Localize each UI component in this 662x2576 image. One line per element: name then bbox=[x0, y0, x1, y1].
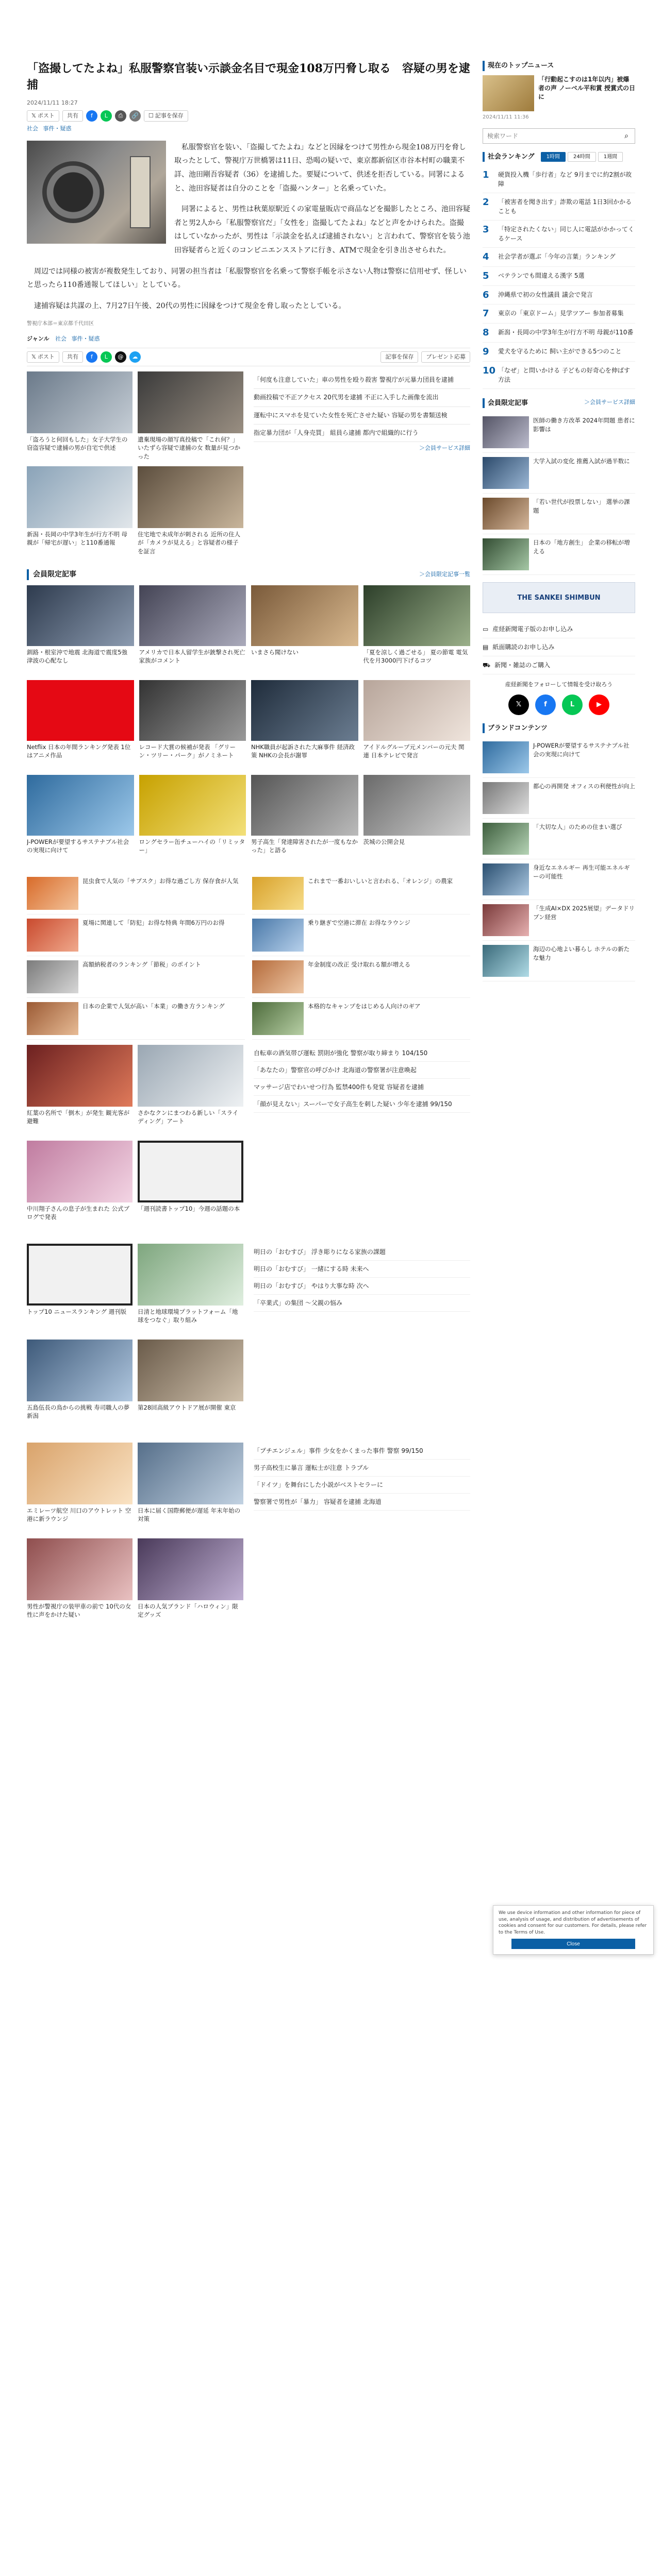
thumbnail bbox=[138, 466, 243, 528]
member-heading: 会員限定記事 ＞会員サービス詳細 bbox=[483, 398, 635, 409]
ad-list bbox=[27, 873, 470, 1040]
subscribe-link[interactable]: ▭ 産経新聞電子版のお申し込み bbox=[483, 620, 635, 638]
cookie-close-button[interactable]: Close bbox=[511, 1939, 635, 1949]
newspaper-icon: ▤ bbox=[483, 643, 489, 651]
device-icon: ▭ bbox=[483, 625, 489, 633]
search-icon: ⌕ bbox=[624, 131, 628, 140]
x-icon: 𝕏 bbox=[31, 112, 36, 120]
sidebar bbox=[483, 61, 635, 1629]
article-card[interactable]: 男子高生「発達障害されたが一度もなかった」と語る bbox=[251, 775, 358, 863]
ad-row[interactable]: 高額納税者のランキング「節税」のポイント bbox=[27, 956, 245, 998]
article-card[interactable]: 中川翔子さんの息子が生まれた 公式ブログで発表 bbox=[27, 1141, 133, 1231]
lower-grid bbox=[27, 1443, 243, 1629]
genre-link[interactable]: 社会 bbox=[55, 335, 67, 343]
article-card[interactable]: ロングセラー缶チューハイの「リミッター」 bbox=[139, 775, 246, 863]
search-box bbox=[483, 128, 635, 144]
member-more-link[interactable]: ＞会員サービス詳細 bbox=[584, 398, 635, 405]
list-item[interactable]: 大学入試の変化 推薦入試が過半数に bbox=[483, 453, 635, 494]
list-item[interactable]: J-POWERが要望するサステナブル社会の実現に向けて bbox=[483, 737, 635, 778]
article-card[interactable]: 日本の人気ブランド「ハロウィン」限定グッズ bbox=[138, 1538, 243, 1629]
ad-row[interactable]: これまで一番おいしいと言われる、「オレンジ」の農家 bbox=[252, 873, 470, 914]
list-item[interactable]: 日本の「地方創生」 企業の移転が増える bbox=[483, 534, 635, 575]
article-body bbox=[27, 141, 470, 328]
link-icon[interactable]: 🔗 bbox=[129, 110, 141, 122]
related-title: 「盗ろうと何回もした」女子大学生の窃盗容疑で逮捕の男が自宅で供述 bbox=[27, 435, 128, 452]
brand-heading: ブランドコンテンツ bbox=[483, 723, 635, 734]
ad-row[interactable]: 日本の企業で人気が高い「本業」の働き方ランキング bbox=[27, 998, 245, 1040]
member-list bbox=[483, 412, 635, 575]
ranking-item[interactable]: 6 沖縄県で初の女性議員 議会で発言 bbox=[483, 286, 635, 305]
ranking-tabs bbox=[483, 152, 635, 162]
article-tags bbox=[27, 125, 470, 133]
top-news-date: 2024/11/11 11:36 bbox=[483, 114, 529, 120]
share-button[interactable]: 共有 bbox=[62, 110, 83, 122]
lower-list bbox=[254, 1443, 470, 1511]
paragraph: 逮捕容疑は共謀の上、7月27日午後、20代の男性に因縁をつけて現金を脅し取ったとしている。 bbox=[34, 301, 346, 310]
article-card[interactable]: いまさら聞けない bbox=[251, 585, 358, 674]
youtube-icon[interactable]: ▶ bbox=[589, 694, 609, 715]
article-card[interactable]: J-POWERが要望するサステナブル社会の実現に向けて bbox=[27, 775, 134, 863]
facebook-icon[interactable]: f bbox=[535, 694, 556, 715]
list-item[interactable]: 海辺の心地よい暮らし ホテルの新たな魅力 bbox=[483, 941, 635, 981]
ranking-item[interactable]: 3 「特定されたくない」同じ人に電話がかかってくるケース bbox=[483, 221, 635, 248]
list-item[interactable]: 「プチエンジェル」事件 少女をかくまった事件 警察 99/150 bbox=[254, 1443, 470, 1460]
related-card[interactable] bbox=[27, 466, 133, 556]
ad-column bbox=[252, 873, 470, 1040]
ad-row[interactable]: 乗り継ぎで空港に滞在 お得なラウンジ bbox=[252, 914, 470, 956]
section-more-link[interactable]: ＞会員限定記事一覧 bbox=[419, 571, 470, 578]
tag-link[interactable]: 社会 bbox=[27, 125, 38, 132]
tab-1w[interactable]: 1週間 bbox=[598, 152, 623, 162]
ranking-item[interactable]: 1 硬貨投入機「歩行者」など 9月までに約2割が故障 bbox=[483, 166, 635, 193]
lower-block-3 bbox=[27, 1443, 470, 1629]
top-news-title: 「行動起こすのは1年以内」被爆者の声 ノーベル平和賞 授賞式の日に bbox=[538, 75, 635, 101]
cookie-banner bbox=[493, 1905, 654, 1955]
related-more-link[interactable]: ＞会員サービス詳細 bbox=[419, 445, 470, 452]
list-item[interactable]: 男子高校生に暴言 運転士が注意 トラブル bbox=[254, 1460, 470, 1477]
related-area bbox=[27, 371, 470, 561]
save-button[interactable]: ☐ 記事を保存 bbox=[144, 110, 188, 122]
facebook-icon[interactable]: f bbox=[86, 351, 97, 363]
thumbnail bbox=[27, 466, 133, 528]
bookmark-icon: ☐ bbox=[148, 112, 154, 120]
genre-label: ジャンル bbox=[27, 335, 49, 343]
lower-grid bbox=[27, 1045, 243, 1231]
ranking-item[interactable]: 10 「なぜ」と問いかける 子どもの好奇心を伸ばす方法 bbox=[483, 362, 635, 389]
section-header: 会員限定記事 ＞会員限定記事一覧 bbox=[27, 569, 470, 580]
article-card[interactable]: Netflix 日本の年間ランキング発表 1位はアニメ作品 bbox=[27, 680, 134, 769]
article-dateline: 2024/11/11 18:27 bbox=[27, 99, 78, 106]
related-card[interactable] bbox=[138, 371, 243, 461]
list-item[interactable]: 「あなたの」警察官の呼びかけ 北海道の警察署が注意喚起 bbox=[254, 1062, 470, 1079]
ad-row[interactable]: 年金制度の改正 受け取れる額が増える bbox=[252, 956, 470, 998]
lower-block-1 bbox=[27, 1045, 470, 1231]
ranking-item[interactable]: 2 「被害者を聞き出す」詐欺の電話 1日3回かかることも bbox=[483, 193, 635, 221]
paragraph: 周辺では同様の被害が複数発生しており、同署の担当者は「私服警察官を名乗って警察手帳を示さない人物は警察に信用せず、怪しいと思ったら110番通報してほしい」としている。 bbox=[27, 267, 467, 290]
share-buttons bbox=[27, 110, 188, 122]
list-item[interactable]: 警察署で男性が「暴力」 容疑者を逮捕 北海道 bbox=[254, 1494, 470, 1511]
thumbnail bbox=[27, 371, 133, 433]
article-card[interactable]: 「夏を涼しく過ごせる」 夏の節電 電気代を月3000円下げるコツ bbox=[363, 585, 471, 674]
list-item[interactable]: 明日の「おむすび」 やはり大事な時 次へ bbox=[254, 1278, 470, 1295]
follow-text: 産経新聞をフォローして情報を受け取ろう bbox=[505, 681, 613, 688]
x-icon[interactable]: 𝕏 bbox=[508, 694, 529, 715]
ad-row[interactable]: 本格的なキャンプをはじめる人向けのギア bbox=[252, 998, 470, 1040]
genre-link[interactable]: 事件・疑惑 bbox=[71, 335, 100, 343]
print-icon[interactable]: ⎙ bbox=[115, 110, 126, 122]
brand-list bbox=[483, 737, 635, 981]
article-card[interactable]: 日清と地球環境プラットフォーム「地球をつなぐ」取り組み bbox=[138, 1244, 243, 1334]
paragraph: 私服警察官を装い、「盗撮してたよね」などと因縁をつけて男性から現金108万円を脅し取ったとして、警視庁万世橋署は11日、恐喝の疑いで、東京都新宿区市谷本村町の職業不詳、池田剛吾容疑者（36）を逮捕した。要疑について、供述を拒否している。同署によると、池田容疑者は自分のことを「盗撮ハンター」と名乗っていた。 bbox=[174, 143, 466, 193]
ad-row[interactable]: 夏場に関連して「防犯」お得な特典 年間6万円のお得 bbox=[27, 914, 245, 956]
article-card[interactable]: 日本に届く国際郵便が遅延 年末年始の対策 bbox=[138, 1443, 243, 1533]
article-card[interactable]: レコード大賞の候補が発表 「グリーン・ツリー・パーク」がノミネート bbox=[139, 680, 246, 769]
article-card[interactable]: 茨城の公開会見 bbox=[363, 775, 471, 863]
post-button[interactable]: 𝕏 ポスト bbox=[27, 110, 59, 122]
list-item[interactable]: 「何度も注意していた」車の男性を殴り殺害 警視庁が元暴力団員を逮捕 bbox=[254, 371, 470, 389]
article-card[interactable]: さかなクンにまつわる新しい「スライディング」アート bbox=[138, 1045, 243, 1136]
article-card[interactable]: 「週刊読書トップ10」今週の話題の本 bbox=[138, 1141, 243, 1231]
line-icon[interactable]: L bbox=[101, 351, 112, 363]
subscribe-link[interactable]: ▤ 紙面購読のお申し込み bbox=[483, 638, 635, 656]
lead-photo bbox=[27, 141, 166, 244]
list-item[interactable]: 明日の「おむすび」 浮き彫りになる家族の課題 bbox=[254, 1244, 470, 1261]
lower-grid bbox=[27, 1244, 243, 1430]
related-grid-wrap bbox=[27, 371, 243, 561]
list-item[interactable]: 「顔が見えない」スーパーで女子高生を刺した疑い 少年を逮捕 99/150 bbox=[254, 1096, 470, 1113]
lower-list bbox=[254, 1045, 470, 1113]
share-bar-bottom bbox=[27, 348, 470, 366]
x-icon: 𝕏 bbox=[31, 353, 36, 360]
subscribe-link[interactable]: ⛟ 新聞・雑誌のご購入 bbox=[483, 656, 635, 674]
list-item[interactable]: 動画投稿で不正アクセス 20代男を逮捕 不正に入手した画像を流出 bbox=[254, 389, 470, 406]
share-button[interactable]: 共有 bbox=[62, 351, 83, 363]
list-item[interactable]: 運転中にスマホを見ていた女性を死亡させた疑い 容疑の男を書類送検 bbox=[254, 407, 470, 425]
article-card[interactable]: 釧路・根室沖で地震 北海道で震度5強 津波の心配なし bbox=[27, 585, 134, 674]
line-icon[interactable]: L bbox=[101, 110, 112, 122]
related-card[interactable] bbox=[27, 371, 133, 461]
tab-24h[interactable]: 24時間 bbox=[568, 152, 596, 162]
article-card[interactable]: エミレーツ航空 川口のアウトレット 空港に新ラウンジ bbox=[27, 1443, 133, 1533]
article-card[interactable]: 男性が警視庁の装甲車の前で 10代の女性に声をかけた疑い bbox=[27, 1538, 133, 1629]
save-present bbox=[380, 351, 470, 363]
related-title: 遺棄現場の顔写真投稿で「これ何？」いたずら容疑で逮捕の女 数量が見つかった bbox=[138, 435, 241, 461]
related-title: 新潟・長岡の中学3年生が行方不明 母親が「帰宅が遅い」と110番通報 bbox=[27, 530, 127, 547]
bluesky-icon[interactable]: ☁ bbox=[129, 351, 141, 363]
search-input[interactable] bbox=[483, 129, 618, 143]
related-list bbox=[254, 371, 470, 443]
ranking-item[interactable]: 9 愛犬を守るために 飼い主ができる5つのこと bbox=[483, 343, 635, 362]
top-news-card[interactable] bbox=[483, 75, 635, 111]
sankei-banner[interactable]: THE SANKEI SHIMBUN bbox=[483, 582, 635, 613]
threads-icon[interactable]: @ bbox=[115, 351, 126, 363]
list-item[interactable]: 「卒業式」の集団 ～父親の悩み bbox=[254, 1295, 470, 1312]
share-bar bbox=[27, 110, 470, 122]
paragraph: 同署によると、男性は秋葉原駅近くの家電量販店で商品などを撮影したところ、池田容疑者と男2人から「私服警察官だ」「女性を」盗撮してたよね」などと声をかけられた。盗撮はしていなかったが、男性は「示談金を払えば逮捕されない」と言われて、警察官を装う池田容疑者らと近くのコンビニエンスストアに行き、ATMで現金を引き出させられた。 bbox=[174, 205, 470, 255]
ranking-item[interactable]: 5 ベテランでも間違える漢字 5選 bbox=[483, 267, 635, 286]
thumbnail bbox=[138, 371, 243, 433]
list-item[interactable]: 「若い世代が投票しない」 選挙の課題 bbox=[483, 494, 635, 534]
line-icon[interactable]: L bbox=[562, 694, 583, 715]
list-item[interactable]: 都心の再開発 オフィスの利便性が向上 bbox=[483, 778, 635, 819]
emblem-image bbox=[42, 161, 104, 223]
list-item[interactable]: 指定暴力団が「人身売買」 組員ら逮捕 都内で組織的に行う bbox=[254, 425, 470, 442]
related-list-wrap bbox=[254, 371, 470, 561]
article-card[interactable]: NHK職員が起訴された大麻事件 経済政策 NHKの会長が謝罪 bbox=[251, 680, 358, 769]
post-button[interactable]: 𝕏 ポスト bbox=[27, 351, 59, 363]
related-card[interactable] bbox=[138, 466, 243, 556]
cart-icon: ⛟ bbox=[483, 662, 491, 669]
ranking-heading: 社会ランキング bbox=[483, 152, 535, 162]
main-column bbox=[27, 61, 470, 1629]
article-headline: 「盗撮してたよね」私服警察官装い示談金名目で現金108万円脅し取る 容疑の男を逮捕 bbox=[27, 62, 470, 92]
article-card[interactable]: アメリカで日本人留学生が銃撃され死亡 家族がコメント bbox=[139, 585, 246, 674]
list-item[interactable]: 医師の働き方改革 2024年問題 患者に影響は bbox=[483, 412, 635, 453]
ad-column bbox=[27, 873, 245, 1040]
ranking-item[interactable]: 7 東京の「東京ドーム」見学ツアー 参加者募集 bbox=[483, 304, 635, 324]
ranking-item[interactable]: 4 社会学者が選ぶ「今年の言葉」ランキング bbox=[483, 248, 635, 267]
related-title: 住宅地で未成年が刺される 近所の住人が「カメラが見える」と容疑者の様子を証言 bbox=[138, 530, 241, 555]
article-card[interactable]: 紅葉の名所で「倒木」が発生 観光客が避難 bbox=[27, 1045, 133, 1136]
tab-1h[interactable]: 1時間 bbox=[541, 152, 566, 162]
lower-list bbox=[254, 1244, 470, 1312]
ad-row[interactable]: 昆虫食で人気の「サブスク」お得な過ごし方 保存食が人気 bbox=[27, 873, 245, 914]
list-item[interactable]: 自転車の酒気帯び運転 罰則が強化 警察が取り締まり 104/150 bbox=[254, 1045, 470, 1062]
related-grid bbox=[27, 371, 243, 556]
article-card[interactable]: 第28回高級アウトドア展が開催 東京 bbox=[138, 1340, 243, 1430]
subscription-links bbox=[483, 620, 635, 674]
top-news-heading: 現在のトップニュース bbox=[483, 61, 635, 71]
ranking-list bbox=[483, 166, 635, 389]
list-item[interactable]: 明日の「おむすび」 一緒にする時 未来へ bbox=[254, 1261, 470, 1278]
present-button[interactable]: プレゼント応募 bbox=[421, 351, 470, 363]
cookie-text: We use device information and other information for piece of use, analysis of usage, and distribution of advertisements of cookies and consent for our customers. For details, please refer to the Terms of Use. bbox=[499, 1910, 647, 1935]
article-card[interactable]: 五島伍長の鳥からの挑戦 寿司職人の夢 新潟 bbox=[27, 1340, 133, 1430]
article-card[interactable]: アイドルグループ元メンバーの元夫 関連 日本テレビで発言 bbox=[363, 680, 471, 769]
article-card[interactable]: トップ10 ニュースランキング 週刊版 bbox=[27, 1244, 133, 1334]
member-grid bbox=[27, 585, 470, 863]
list-item[interactable]: 身近なエネルギー 再生可能エネルギーの可能性 bbox=[483, 859, 635, 900]
list-item[interactable]: マッサージ店でわいせつ行為 監禁400件も発覚 容疑者を逮捕 bbox=[254, 1079, 470, 1096]
plaque-image bbox=[130, 156, 151, 228]
lower-block-2 bbox=[27, 1244, 470, 1430]
genre-line bbox=[27, 335, 470, 344]
list-item[interactable]: 「ドイツ」を舞台にした小説がベストセラーに bbox=[254, 1477, 470, 1494]
sns-icons bbox=[483, 694, 635, 715]
photo-caption: 警視庁本部＝東京都千代田区 bbox=[27, 321, 94, 327]
list-item[interactable]: 「大切な人」のための住まい選び bbox=[483, 819, 635, 859]
search-button[interactable] bbox=[618, 129, 635, 143]
list-item[interactable]: 「生成AI×DX 2025展望」データドリブン経営 bbox=[483, 900, 635, 941]
facebook-icon[interactable]: f bbox=[86, 110, 97, 122]
top-news-thumb bbox=[483, 75, 534, 111]
main-wrap bbox=[27, 0, 635, 1629]
save-button[interactable]: 記事を保存 bbox=[380, 351, 418, 363]
article-meta bbox=[27, 99, 470, 108]
tag-link[interactable]: 事件・疑惑 bbox=[43, 125, 72, 132]
ranking-item[interactable]: 8 新潟・長岡の中学3年生が行方不明 母親が110番 bbox=[483, 324, 635, 343]
